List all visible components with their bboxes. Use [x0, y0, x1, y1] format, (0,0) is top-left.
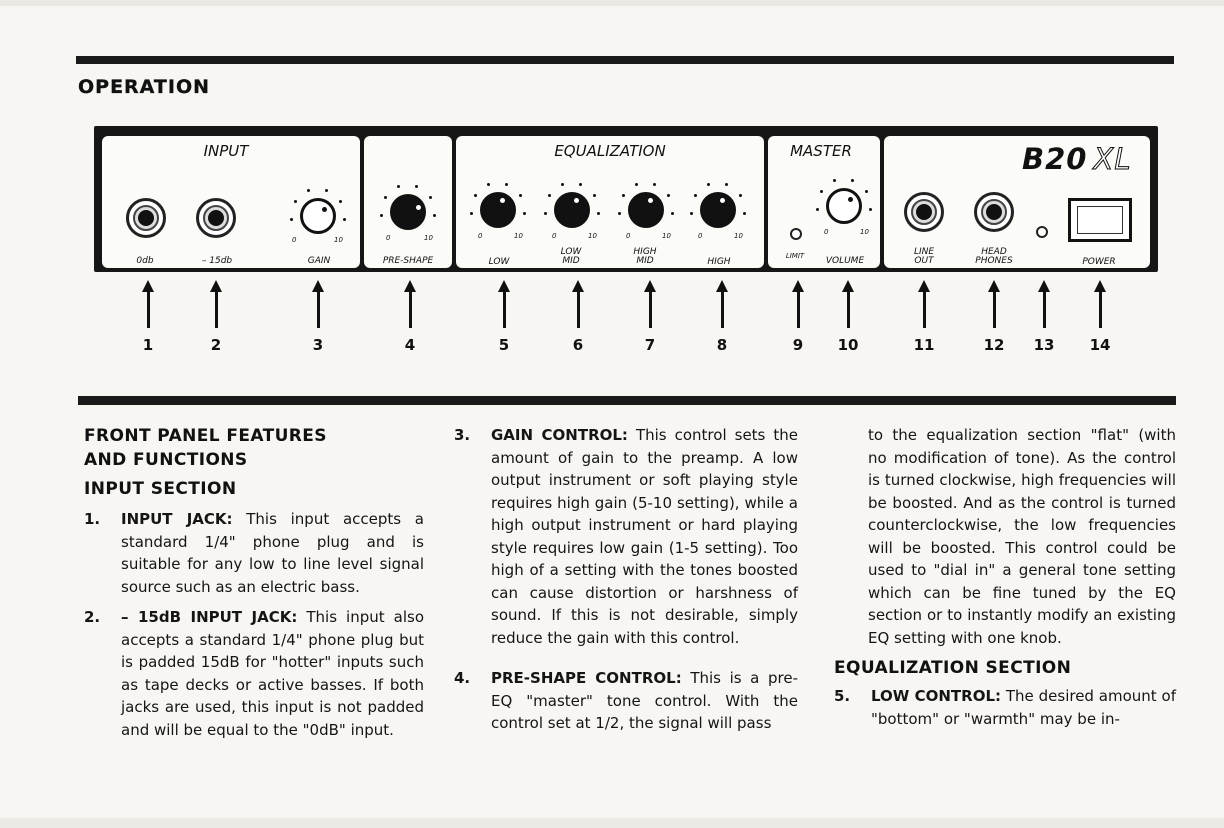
item-4-title: PRE-SHAPE CONTROL:: [491, 669, 682, 687]
item-2: [84, 606, 424, 741]
headphones-label: HEAD PHONES: [975, 247, 1013, 266]
item-5-title: LOW CONTROL:: [871, 687, 1002, 705]
page-edge-bottom: [0, 818, 1224, 828]
callout-arrow-9: [791, 280, 805, 328]
high-label: HIGH: [707, 257, 731, 267]
high-mid-dial-dots: [618, 182, 674, 238]
callout-arrow-2: [209, 280, 223, 328]
preshape-tick-max: 10: [424, 234, 433, 242]
callout-number: 6: [572, 336, 584, 354]
heading-and-functions: AND FUNCTIONS: [84, 450, 248, 470]
preshape-section: [364, 136, 452, 268]
callout-number: 4: [404, 336, 416, 354]
line-out-jack: [904, 192, 944, 232]
preshape-tick-min: 0: [386, 234, 391, 242]
callout-arrow-13: [1037, 280, 1051, 328]
volume-tick-max: 10: [860, 228, 869, 236]
callout-number: 3: [312, 336, 324, 354]
item-3-text: This control sets the amount of gain to the preamp. A low output instrument or soft playing style requires high gain (5-10 setting), while a high output instrument or hard playing style requires low gain (1-5 setting). Too high of a setting with the tones boosted can cause distortion or harshness of sound. If this is not desirable, simply reduce the gain with this control.: [491, 426, 798, 647]
column-1: [84, 424, 424, 741]
callout-number: 13: [1033, 336, 1055, 354]
callout-arrow-1: [141, 280, 155, 328]
column-2: [454, 424, 798, 735]
high-tick-min: 0: [698, 232, 703, 240]
input-section-label: INPUT: [203, 142, 249, 160]
item-3: [454, 424, 798, 649]
high-mid-tick-min: 0: [626, 232, 631, 240]
column-3: [834, 424, 1176, 730]
gain-tick-min: 0: [292, 236, 297, 244]
power-switch: [1068, 198, 1132, 242]
item-1: [84, 508, 424, 598]
low-mid-label: LOW MID: [560, 247, 582, 266]
item-2-title: – 15dB INPUT JACK:: [121, 608, 298, 626]
heading-equalization-section: EQUALIZATION SECTION: [834, 658, 1072, 678]
page-edge: [0, 0, 1224, 6]
input-jack-0db: [126, 198, 166, 238]
item-3-title: GAIN CONTROL:: [491, 426, 628, 444]
callout-number: 1: [142, 336, 154, 354]
equalization-section-label: EQUALIZATION: [554, 142, 666, 160]
middle-rule: [78, 396, 1176, 405]
low-tick-min: 0: [478, 232, 483, 240]
brand-model: B20: [1022, 142, 1088, 176]
callout-number: 9: [792, 336, 804, 354]
equalization-section: [456, 136, 764, 268]
callout-number: 2: [210, 336, 222, 354]
line-out-label: LINE OUT: [913, 247, 935, 266]
power-label: POWER: [1082, 257, 1116, 267]
top-rule: [76, 56, 1174, 64]
item-2-text: This input also accepts a standard 1/4" phone plug but is padded 15dB for "hotter" inputs such as tape decks or active basses. If both jacks are used, this input is not padded and will be equal to the "0dB" input.: [121, 608, 425, 739]
power-led: [1036, 226, 1048, 238]
item-4: [454, 667, 798, 735]
limit-label: LIMIT: [785, 252, 805, 260]
callout-number: 7: [644, 336, 656, 354]
master-section-label: MASTER: [790, 142, 852, 160]
high-mid-tick-max: 10: [662, 232, 671, 240]
front-panel-diagram: [94, 126, 1158, 272]
callout-number: 12: [983, 336, 1005, 354]
preshape-dial-dots: [380, 184, 436, 240]
gain-tick-max: 10: [334, 236, 343, 244]
low-mid-tick-min: 0: [552, 232, 557, 240]
gain-label: GAIN: [307, 256, 331, 266]
jack-0db-label: 0db: [136, 256, 154, 266]
callout-arrow-14: [1093, 280, 1107, 328]
callout-arrow-12: [987, 280, 1001, 328]
callout-arrow-10: [841, 280, 855, 328]
limit-led: [790, 228, 802, 240]
callout-number: 5: [498, 336, 510, 354]
output-section: [884, 136, 1150, 268]
jack-15db-label: – 15db: [201, 256, 233, 266]
section-title: OPERATION: [78, 76, 210, 98]
input-jack-15db: [196, 198, 236, 238]
callout-number: 8: [716, 336, 728, 354]
high-mid-label: HIGH MID: [633, 247, 657, 266]
low-tick-max: 10: [514, 232, 523, 240]
item-4-number: 4.: [454, 669, 471, 687]
high-tick-max: 10: [734, 232, 743, 240]
low-mid-dial-dots: [544, 182, 600, 238]
item-2-number: 2.: [84, 608, 101, 626]
headphones-jack: [974, 192, 1014, 232]
low-label: LOW: [488, 257, 510, 267]
item-3-number: 3.: [454, 426, 471, 444]
callout-arrow-5: [497, 280, 511, 328]
item-5-number: 5.: [834, 687, 851, 705]
low-mid-tick-max: 10: [588, 232, 597, 240]
callout-number: 11: [913, 336, 935, 354]
item-1-number: 1.: [84, 510, 101, 528]
item-1-text: This input accepts a standard 1/4" phone plug and is suitable for any low to line level signal source such as an electric bass.: [121, 510, 424, 596]
volume-label: VOLUME: [825, 256, 865, 266]
callout-arrow-8: [715, 280, 729, 328]
volume-tick-min: 0: [824, 228, 829, 236]
callout-number: 10: [837, 336, 859, 354]
item-5-text: The desired amount of "bottom" or "warmth" may be in-: [871, 687, 1176, 728]
callout-arrow-4: [403, 280, 417, 328]
item-4-text: This is a pre-EQ "master" tone control. With the control set at 1/2, the signal will pass: [491, 669, 798, 732]
callout-arrow-7: [643, 280, 657, 328]
preshape-label: PRE-SHAPE: [382, 256, 434, 266]
callout-number: 14: [1089, 336, 1111, 354]
high-dial-dots: [690, 182, 746, 238]
item-1-title: INPUT JACK:: [121, 510, 233, 528]
heading-input-section: INPUT SECTION: [84, 479, 237, 499]
callout-arrow-3: [311, 280, 325, 328]
heading-front-panel: FRONT PANEL FEATURES: [84, 426, 327, 446]
brand-suffix: XL: [1093, 142, 1132, 176]
item-5: [834, 685, 1176, 730]
callout-arrow-6: [571, 280, 585, 328]
master-section: [768, 136, 880, 268]
pre-shape-continued-text: to the equalization section "flat" (with no modification of tone). As the control is turned clockwise, high frequencies will be boosted. And as the control is turned counterclockwise, the low frequencies will be boosted. This control could be used to "dial in" a general tone setting which can be fine tuned by the EQ section or to instantly modify an existing EQ setting with one knob.: [868, 426, 1176, 647]
input-section: [102, 136, 360, 268]
brand-logo: [1022, 142, 1132, 176]
volume-dial-dots: [816, 178, 872, 234]
low-dial-dots: [470, 182, 526, 238]
callout-arrow-11: [917, 280, 931, 328]
